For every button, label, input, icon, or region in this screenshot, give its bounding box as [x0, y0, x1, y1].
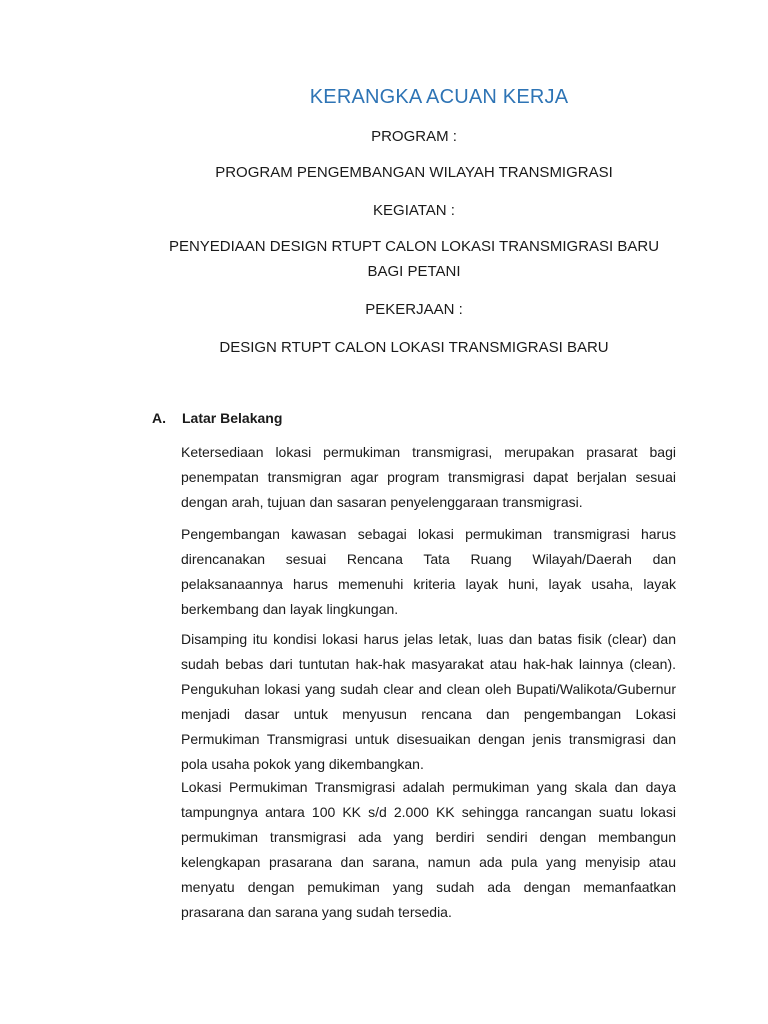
- paragraph-4: Lokasi Permukiman Transmigrasi adalah permukiman yang skala dan daya tampungnya antara 100 KK s/d 2.000 KK sehingga rancangan suatu lokasi permukiman transmigrasi ada yang berdiri sendiri dengan membangun kelengkapan prasarana dan sarana, namun ada pula yang menyisip atau menyatu dengan pemukiman yang sudah ada dengan memanfaatkan prasarana dan sarana yang sudah tersedia.: [181, 779, 676, 920]
- section-a-label: A.: [152, 410, 166, 426]
- kegiatan-label: KEGIATAN :: [373, 202, 455, 219]
- pekerjaan-label: PEKERJAAN :: [365, 301, 463, 318]
- section-a-heading: [152, 410, 282, 426]
- section-a-title: Latar Belakang: [182, 410, 283, 426]
- paragraph-1: Ketersediaan lokasi permukiman transmigrasi, merupakan prasarat bagi penempatan transmigran agar program transmigrasi dapat berjalan sesuai dengan arah, tujuan dan sasaran penyelenggaraan transmigrasi.: [181, 444, 676, 510]
- paragraph-2: Pengembangan kawasan sebagai lokasi permukiman transmigrasi harus direncanakan sesuai Rencana Tata Ruang Wilayah/Daerah dan pelaksanaannya harus memenuhi kriteria layak huni, layak usaha, layak berkembang dan layak lingkungan.: [181, 526, 676, 617]
- pekerjaan-value: DESIGN RTUPT CALON LOKASI TRANSMIGRASI BARU: [219, 339, 609, 356]
- program-label: PROGRAM :: [371, 128, 457, 145]
- paragraph-3: Disamping itu kondisi lokasi harus jelas letak, luas dan batas fisik (clear) dan sudah bebas dari tuntutan hak-hak masyarakat atau hak-hak lainnya (clean). Pengukuhan lokasi yang sudah clear and clean oleh Bupati/Walikota/Gubernur menjadi dasar untuk menyusun rencana dan pengembangan Lokasi Permukiman Transmigrasi untuk disesuaikan dengan jenis transmigrasi dan pola usaha pokok yang dikembangkan.: [181, 631, 676, 772]
- kegiatan-value-line1: PENYEDIAAN DESIGN RTUPT CALON LOKASI TRANSMIGRASI BARU: [168, 238, 660, 255]
- kegiatan-value-line2: BAGI PETANI: [367, 263, 461, 280]
- program-value: PROGRAM PENGEMBANGAN WILAYAH TRANSMIGRASI: [215, 164, 613, 181]
- document-title: KERANGKA ACUAN KERJA: [309, 86, 569, 108]
